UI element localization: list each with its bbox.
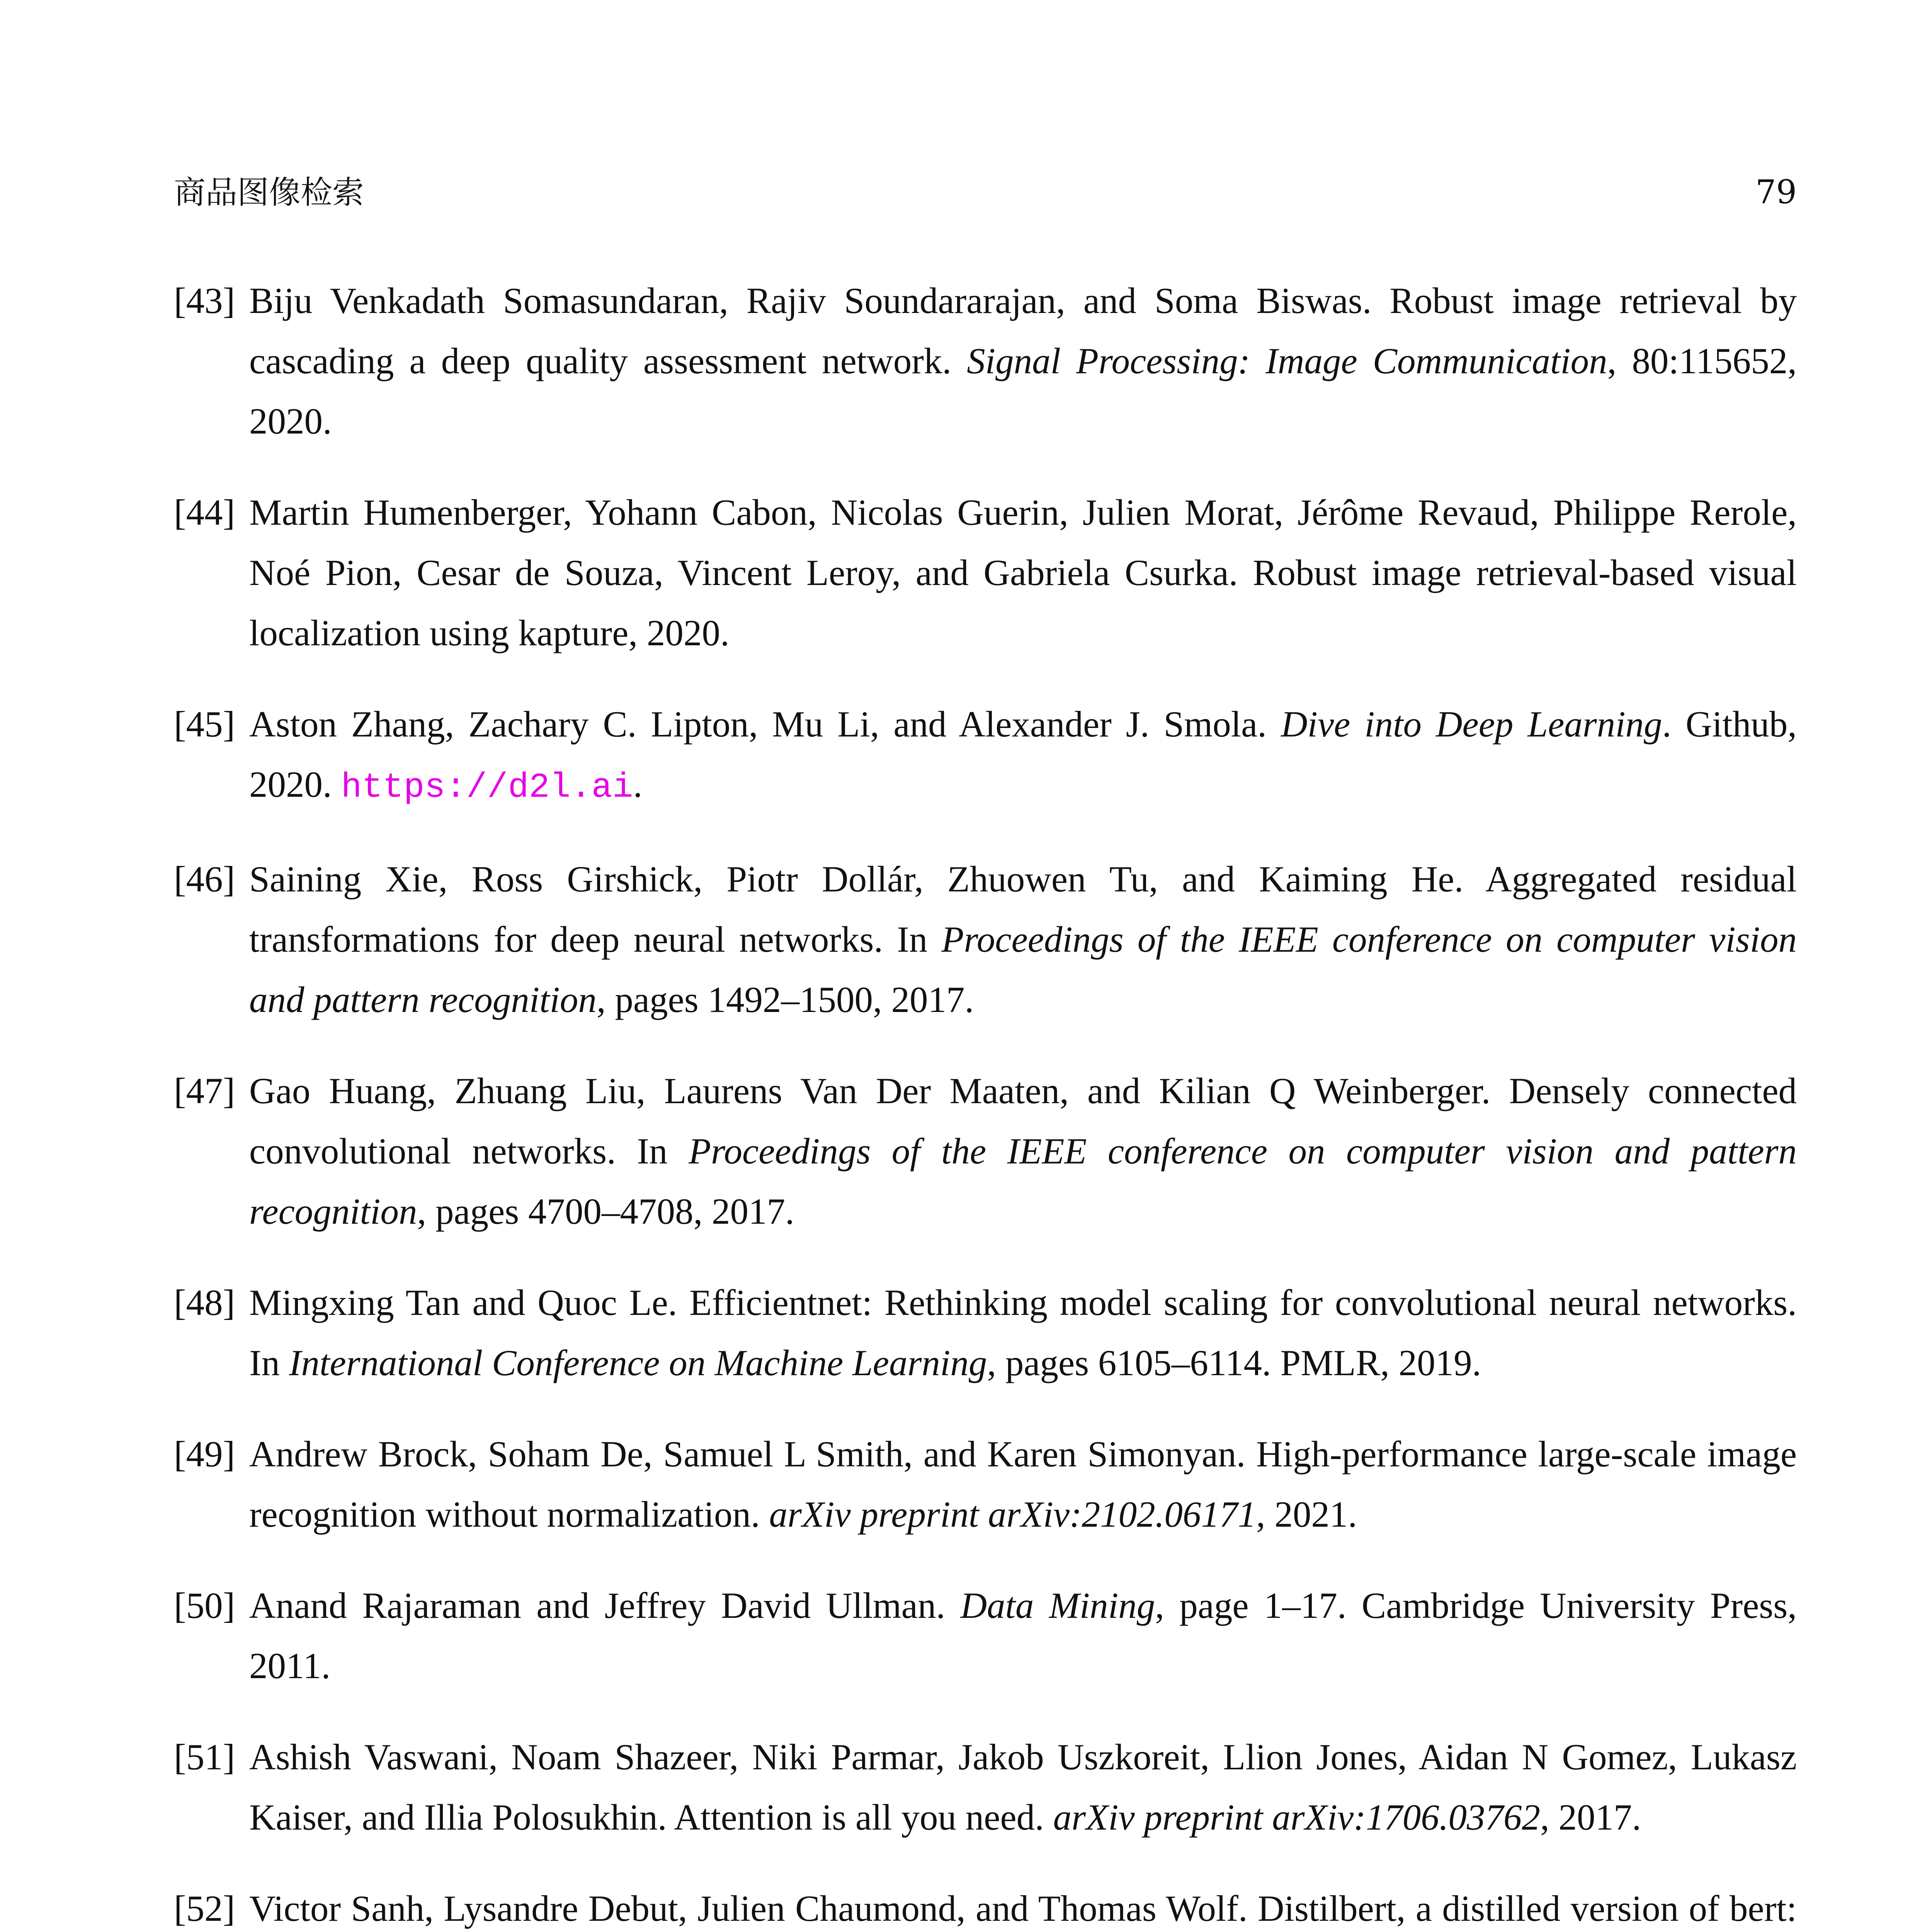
reference-item (174, 1575, 1797, 1696)
reference-item (174, 849, 1797, 1030)
reference-venue: Dive into Deep Learning (1281, 704, 1662, 745)
reference-number: [43] (174, 280, 235, 321)
reference-text: Andrew Brock, Soham De, Samuel L Smith, and Karen Simonyan. High-performance large-scale image recognition without normalization. arXiv preprint arXiv:2102.06171, 2021. (249, 1434, 1797, 1535)
reference-number: [49] (174, 1434, 235, 1475)
reference-text: Biju Venkadath Somasundaran, Rajiv Soundararajan, and Soma Biswas. Robust image retrieval by cascading a deep quality assessment network. Signal Processing: Image Communication, 80:115652, 2020. (249, 280, 1797, 442)
reference-number: [50] (174, 1585, 235, 1626)
reference-item (174, 1272, 1797, 1393)
reference-venue: Signal Processing: Image Communication (967, 340, 1607, 381)
reference-text: Mingxing Tan and Quoc Le. Efficientnet: Rethinking model scaling for convolutional neural networks. In International Conference on Machine Learning, pages 6105–6114. PMLR, 2019. (249, 1282, 1797, 1383)
reference-item (174, 1727, 1797, 1847)
reference-item (174, 1061, 1797, 1242)
reference-item (174, 270, 1797, 451)
reference-number: [51] (174, 1736, 235, 1777)
reference-venue: arXiv preprint arXiv:1706.03762 (1053, 1797, 1541, 1838)
reference-item (174, 1424, 1797, 1544)
page-number: 79 (1755, 173, 1797, 211)
reference-number: [52] (174, 1888, 235, 1929)
reference-text: Victor Sanh, Lysandre Debut, Julien Chaumond, and Thomas Wolf. Distilbert, a distilled version of bert: (249, 1888, 1797, 1929)
reference-venue: arXiv preprint arXiv:2102.06171 (769, 1494, 1256, 1535)
reference-number: [46] (174, 859, 235, 900)
reference-number: [47] (174, 1070, 235, 1111)
reference-item (174, 482, 1797, 663)
reference-number: [48] (174, 1282, 235, 1323)
reference-venue: Proceedings of the IEEE conference on computer vision and pattern recognition (249, 919, 1797, 1020)
reference-text: Martin Humenberger, Yohann Cabon, Nicolas Guerin, Julien Morat, Jérôme Revaud, Philippe Rerole, Noé Pion, Cesar de Souza, Vincent Leroy, and Gabriela Csurka. Robust image retrieval-based visual localization using kapture, 2020. (249, 492, 1797, 653)
reference-text: Saining Xie, Ross Girshick, Piotr Dollár, Zhuowen Tu, and Kaiming He. Aggregated residual transformations for deep neural networks. In Proceedings of the IEEE conference on computer vision and pattern recognition, pages 1492–1500, 2017. (249, 859, 1797, 1020)
reference-number: [45] (174, 704, 235, 745)
running-header (174, 173, 1797, 211)
reference-item (174, 1878, 1797, 1932)
reference-number: [44] (174, 492, 235, 533)
reference-list (174, 270, 1797, 1932)
reference-text: Ashish Vaswani, Noam Shazeer, Niki Parmar, Jakob Uszkoreit, Llion Jones, Aidan N Gomez, Lukasz Kaiser, and Illia Polosukhin. Attention is all you need. arXiv preprint arXiv:1706.03762, 2017. (249, 1736, 1797, 1838)
reference-venue: Data Mining (960, 1585, 1155, 1626)
reference-text: Anand Rajaraman and Jeffrey David Ullman. Data Mining, page 1–17. Cambridge University Press, 2011. (249, 1585, 1797, 1686)
running-title: 商品图像检索 (174, 174, 364, 211)
reference-venue: Proceedings of the IEEE conference on computer vision and pattern recognition (249, 1131, 1797, 1232)
reference-venue: International Conference on Machine Learning (289, 1342, 987, 1383)
reference-text: Gao Huang, Zhuang Liu, Laurens Van Der Maaten, and Kilian Q Weinberger. Densely connected convolutional networks. In Proceedings of the IEEE conference on computer vision and pattern recognition, pages 4700–4708, 2017. (249, 1070, 1797, 1232)
reference-text: Aston Zhang, Zachary C. Lipton, Mu Li, and Alexander J. Smola. Dive into Deep Learning. Github, 2020. https://d2l.ai. (249, 704, 1797, 808)
reference-link[interactable]: https://d2l.ai (341, 768, 633, 808)
reference-item (174, 694, 1797, 818)
